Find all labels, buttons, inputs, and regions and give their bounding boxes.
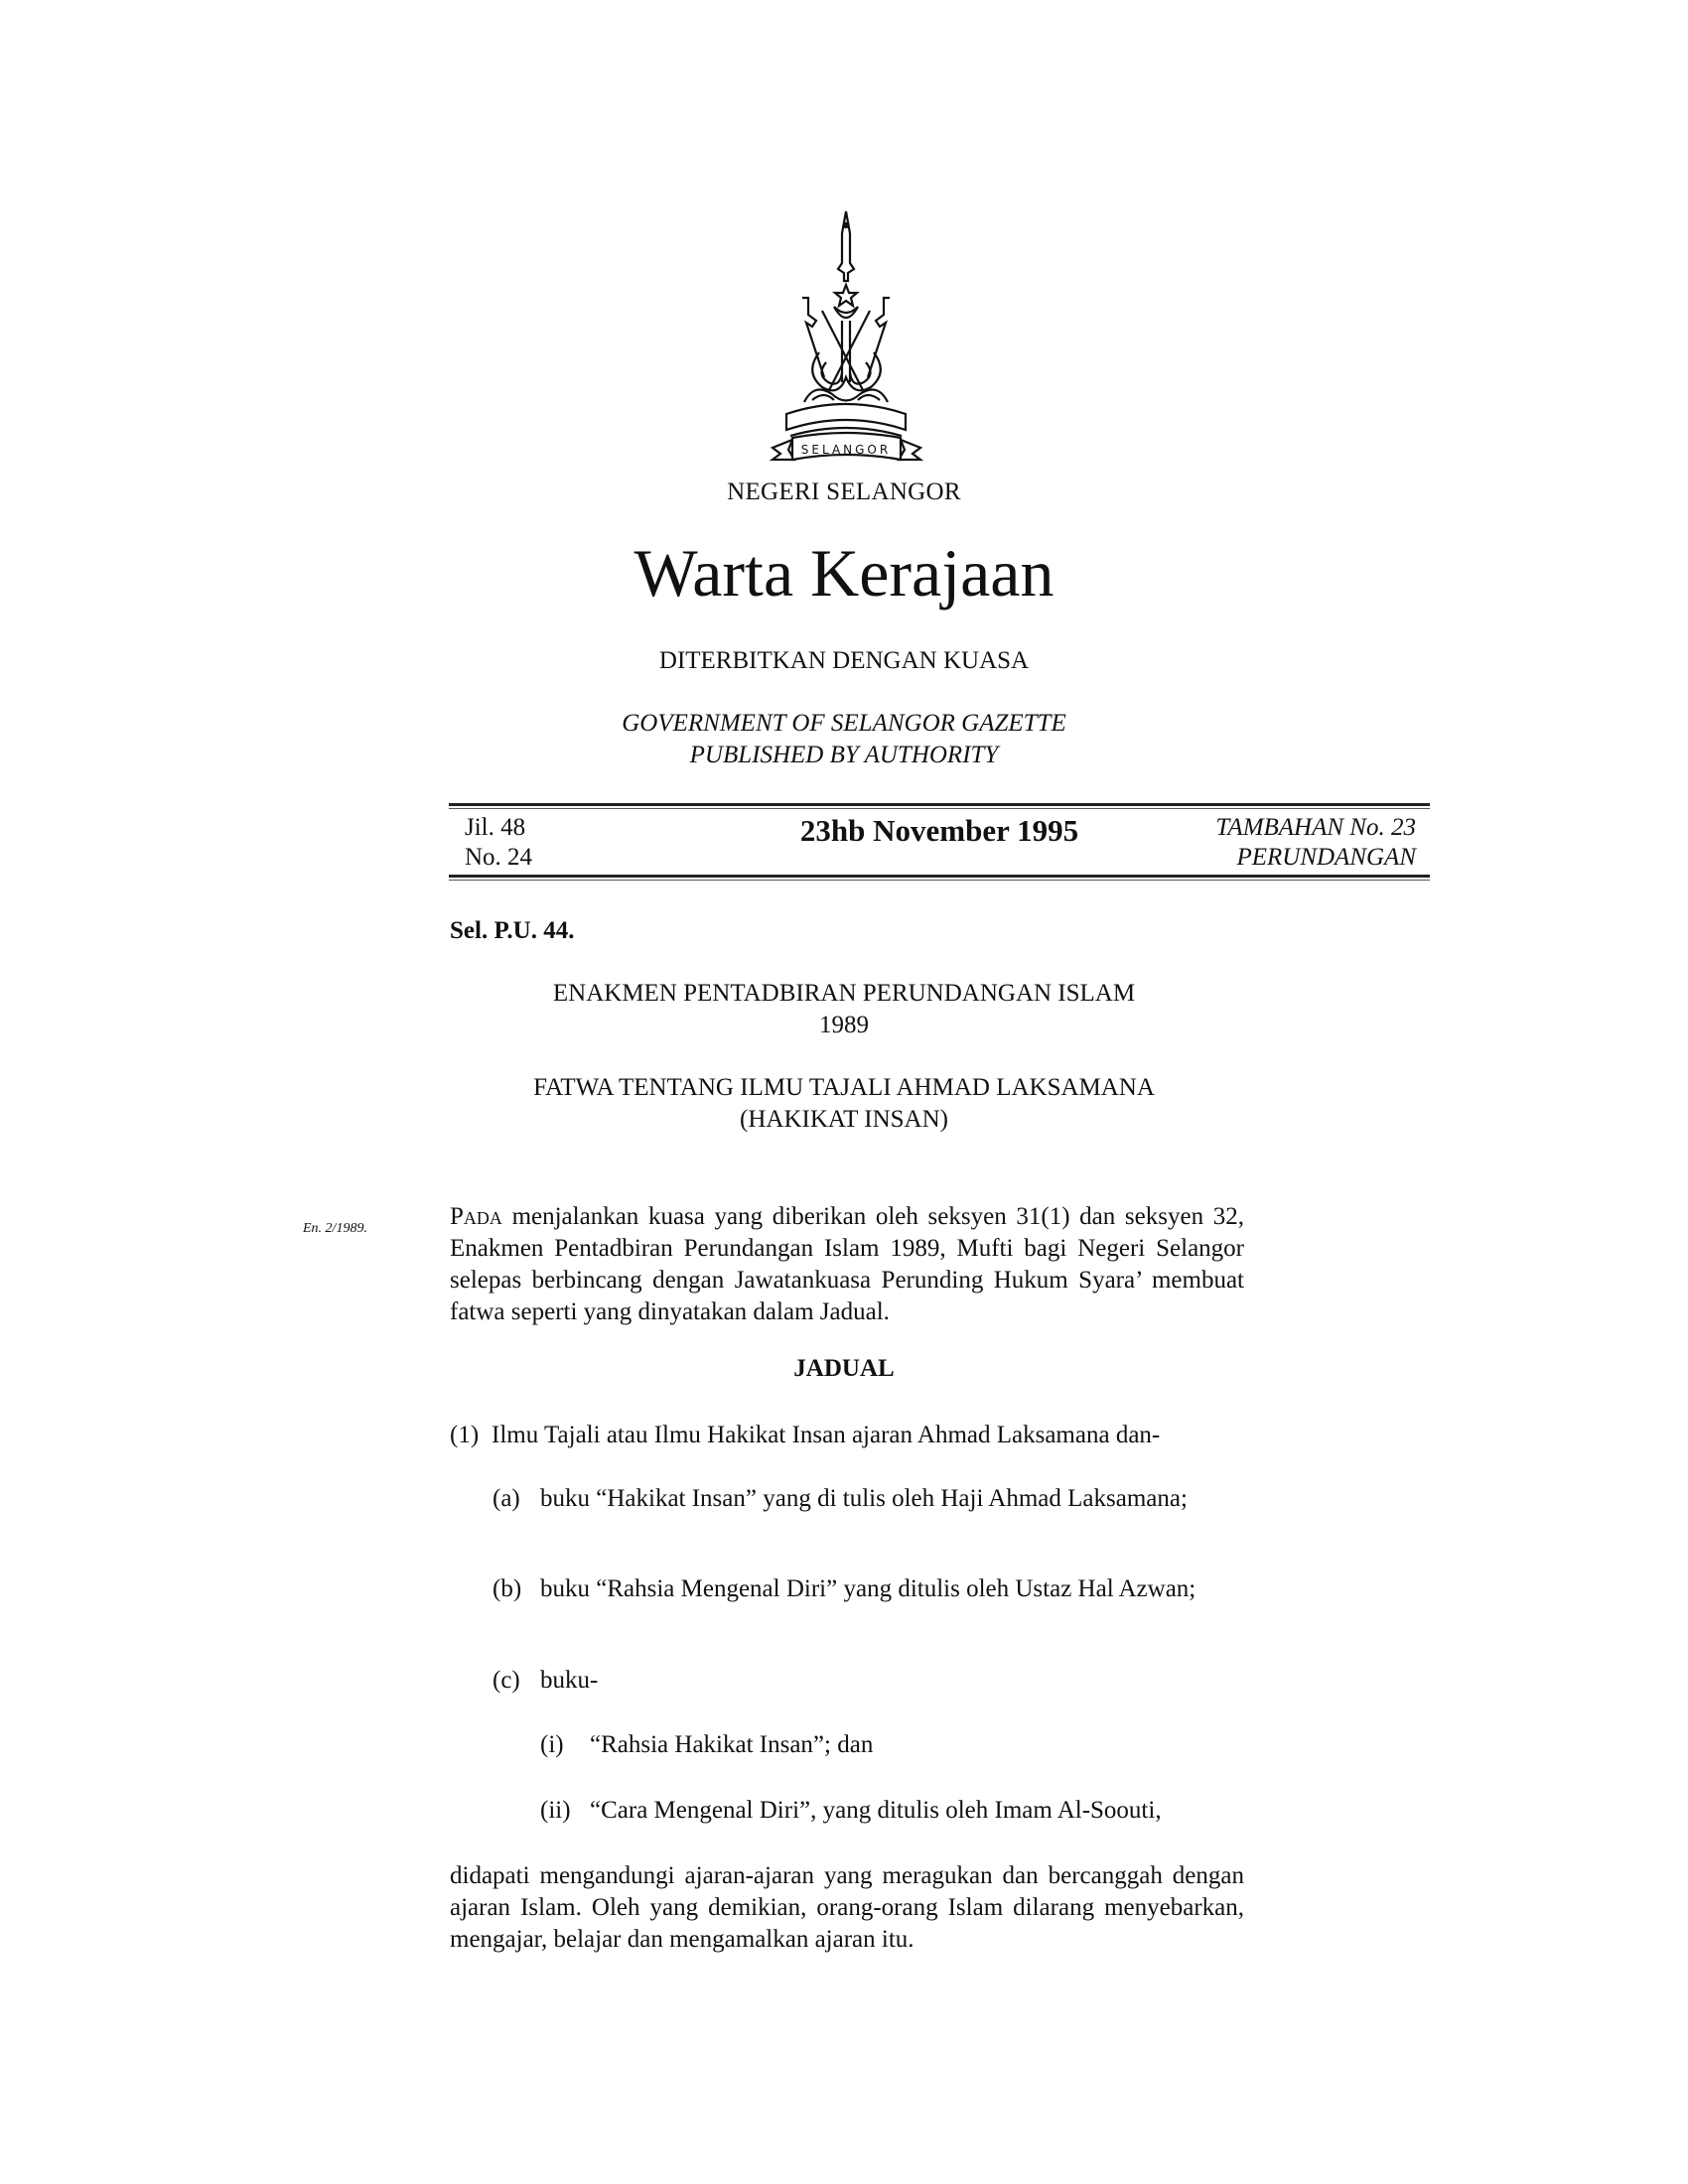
- schedule-heading: JADUAL: [793, 1355, 895, 1382]
- fatwa-title: [0, 1072, 1688, 1136]
- item-label: (i): [540, 1731, 564, 1758]
- state-name: NEGERI SELANGOR: [727, 478, 961, 505]
- item-label: (ii): [540, 1797, 571, 1824]
- notice-reference: Sel. P.U. 44.: [450, 917, 575, 944]
- item-label: (c): [492, 1667, 520, 1694]
- enactment-title-line1: ENAKMEN PENTADBIRAN PERUNDANGAN ISLAM: [552, 980, 1136, 1007]
- schedule-item-a: [492, 1483, 1244, 1547]
- issue-date: 23hb November 1995: [799, 813, 1079, 848]
- gazette-english-line2: PUBLISHED BY AUTHORITY: [689, 742, 999, 768]
- double-rule-bottom: [449, 875, 1430, 881]
- schedule-item-c-ii: [540, 1795, 1244, 1827]
- gazette-english-line1: GOVERNMENT OF SELANGOR GAZETTE: [622, 710, 1066, 737]
- volume: Jil. 48: [465, 814, 526, 841]
- enactment-title-line2: 1989: [819, 1012, 869, 1038]
- item-text: “Rahsia Hakikat Insan”; dan: [590, 1731, 874, 1758]
- schedule-item-b: [492, 1573, 1244, 1637]
- svg-text:SELANGOR: SELANGOR: [800, 443, 892, 457]
- issue-header-band: [449, 803, 1430, 881]
- fatwa-title-line2: (HAKIKAT INSAN): [740, 1106, 948, 1133]
- item-label: (a): [492, 1485, 520, 1512]
- issue-number: No. 24: [465, 844, 533, 871]
- schedule-item-1: [450, 1420, 1244, 1451]
- preamble-paragraph: [450, 1201, 1244, 1328]
- double-rule-top: [449, 803, 1430, 809]
- selangor-crest-icon: [765, 204, 928, 467]
- item-text: Ilmu Tajali atau Ilmu Hakikat Insan ajaran Ahmad Laksamana dan-: [492, 1422, 1161, 1448]
- published-by-authority-ms: DITERBITKAN DENGAN KUASA: [658, 647, 1030, 674]
- gazette-title: Warta Kerajaan: [633, 535, 1055, 611]
- item-text: buku “Hakikat Insan” yang di tulis oleh Haji Ahmad Laksamana;: [540, 1485, 1188, 1512]
- item-text: buku “Rahsia Mengenal Diri” yang ditulis oleh Ustaz Hal Azwan;: [540, 1575, 1196, 1602]
- fatwa-title-line1: FATWA TENTANG ILMU TAJALI AHMAD LAKSAMANA: [533, 1074, 1155, 1101]
- preamble-text: menjalankan kuasa yang diberikan oleh seksyen 31(1) dan seksyen 32, Enakmen Pentadbiran Perundangan Islam 1989, Mufti bagi Negeri Selangor selepas berbincang dengan Jawatankuasa Perunding Hukum Syara’ membuat fatwa seperti yang dinyatakan dalam Jadual.: [450, 1203, 1244, 1325]
- supplement-number: TAMBAHAN No. 23: [1215, 814, 1416, 841]
- item-text: “Cara Mengenal Diri”, yang ditulis oleh Imam Al-Soouti,: [590, 1797, 1162, 1824]
- item-text: buku-: [540, 1667, 599, 1694]
- gazette-english-title: [0, 708, 1688, 771]
- preamble-lead-word: Pada: [450, 1203, 502, 1230]
- item-label: (1): [450, 1422, 480, 1448]
- conclusion-paragraph: didapati mengandungi ajaran-ajaran yang meragukan dan bercanggah dengan ajaran Islam. Oleh yang demikian, orang-orang Islam dilarang menyebarkan, mengajar, belajar dan mengamalkan ajaran itu.: [450, 1862, 1244, 1953]
- enactment-title: [0, 978, 1688, 1041]
- margin-note: En. 2/1989.: [303, 1221, 367, 1236]
- supplement-info: [1215, 813, 1416, 873]
- item-label: (b): [492, 1575, 522, 1602]
- schedule-item-c-i: [540, 1729, 1244, 1761]
- supplement-category: PERUNDANGAN: [1236, 844, 1416, 871]
- schedule-item-c: [492, 1665, 1244, 1697]
